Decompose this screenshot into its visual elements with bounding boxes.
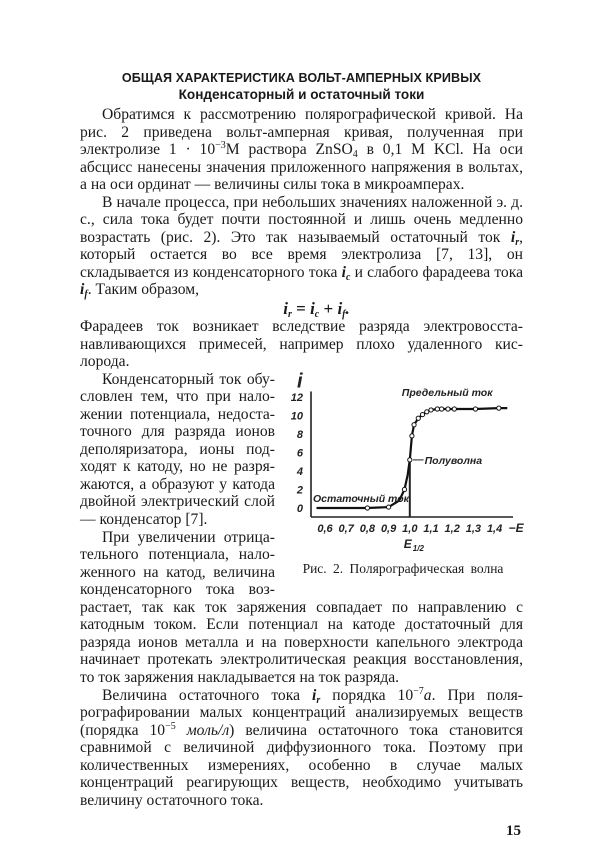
annotation-half-wave: Полуволна [424, 454, 483, 467]
data-point [387, 505, 391, 509]
text: и слабого фарадеева тока [350, 263, 523, 281]
paragraph-5-start: При увеличении отрицательного потенциала, наложенного на катод, величина конденсаторного тока воз [80, 528, 275, 599]
data-point [412, 422, 416, 426]
paragraph-6 [80, 687, 523, 810]
var-sub: f [84, 289, 88, 301]
y-tick-label: 4 [296, 465, 303, 478]
x-tick-label: 1,1 [423, 522, 439, 535]
var: i [283, 299, 288, 319]
var: i [341, 263, 346, 281]
var: i [310, 299, 315, 319]
text: Обратимся к рассмотрению полярографической кривой. На рис. 2 приведена вольт-амперная кривая, полученная при электролизе 1 · 10 [80, 106, 523, 159]
x-tick-label: 1,0 [402, 522, 418, 535]
var-sub: c [345, 271, 351, 283]
var: i [80, 281, 85, 299]
y-tick-label: 8 [296, 428, 303, 441]
data-point [365, 506, 369, 510]
x-tick-label: 0,6 [317, 522, 333, 535]
data-point [440, 407, 444, 411]
figure-caption: Рис. 2. Полярографическая волна [302, 560, 504, 576]
section-heading: ОБЩАЯ ХАРАКТЕРИСТИКА ВОЛЬТ-АМПЕРНЫХ КРИВЫХ [121, 71, 482, 85]
var-sub: r [316, 694, 321, 706]
text: ) величина остаточного тока становится сравнимой с величиной диффузионного тока. Поэтому при количественных измерениях, особенно в случае малых концентраций реагирующих веществ, необходимо учитывать величину остаточного тока. [80, 721, 523, 809]
y-tick-label: 6 [296, 447, 303, 460]
superscript: −5 [165, 720, 176, 732]
y-tick-label: 10 [290, 410, 303, 423]
x-tick-label: 0,7 [338, 522, 354, 535]
data-point [408, 457, 412, 461]
period: . [345, 299, 350, 319]
data-point [452, 407, 456, 411]
plus: + [319, 299, 338, 319]
text: порядка 10 [320, 686, 414, 704]
data-point [429, 408, 433, 412]
var: i [337, 299, 343, 319]
text: Величина остаточного тока [102, 686, 312, 704]
y-tick-label: 2 [296, 484, 303, 497]
section-subheading: Конденсаторный и остаточный токи [178, 87, 425, 102]
text: . Таким образом, [87, 281, 200, 299]
data-point [420, 412, 424, 416]
data-point [425, 409, 429, 413]
text: , который остается во все время электролиза [7, 13], он складывается из конденсаторного тока [80, 228, 523, 281]
var: i [510, 228, 516, 246]
chart [283, 370, 524, 559]
equals: = [291, 299, 311, 319]
var: i [312, 686, 317, 704]
unit: моль/л [175, 721, 230, 739]
paragraph-5-continued: растает, так как ток заряжения совпадает по направлению с катодным током. Если потенциал на катоде достаточный для разряда ионов металла и на поверхности капельного электрода начинает протекать электролитическая реакция восстановления, то ток заряжения накладывается на ток разряда. [80, 598, 523, 686]
data-point [410, 433, 414, 437]
y-tick-label: 0 [296, 502, 303, 515]
page-number: 15 [506, 823, 521, 840]
data-point [402, 487, 406, 491]
subscript: 4 [352, 149, 358, 161]
data-point [416, 416, 420, 420]
var-sub: f [342, 309, 346, 321]
paragraph-1 [80, 106, 523, 194]
var-sub: r [515, 236, 520, 248]
data-point [497, 406, 501, 410]
data-point [435, 407, 439, 411]
formula [80, 299, 523, 321]
y-axis-label: i [297, 370, 303, 393]
data-point [446, 407, 450, 411]
half-wave-label: E [403, 536, 412, 551]
x-axis-label: −E [508, 520, 524, 535]
half-wave-subscript: 1/2 [412, 543, 424, 553]
text-column [80, 106, 523, 840]
superscript: −7 [413, 685, 424, 697]
paragraph-4: Конденсаторный ток обусловлен тем, что при наложении потенциала, недостаточного для разряда ионов деполяризатора, ионы подходят к катоду, но не разряжаются, а образуют у катода двойной электрический слой — конденсатор [7]. [80, 370, 275, 529]
text: в 0,1 M KCl. На оси абсцисс нанесены значения приложенного напряжения в вольтах, а на оси ординат — величины силы тока в микроамперах. [80, 141, 523, 194]
paragraph-3: Фарадеев ток возникает вследствие разряда электровосстанавливающихся примесей, например плохо удаленного кислорода. [80, 318, 523, 371]
text: M раствора ZnSO [225, 141, 353, 159]
figure-polarographic-wave [283, 370, 524, 577]
data-point [473, 407, 477, 411]
x-tick-label: 1,3 [465, 522, 482, 535]
text: . При полярографировании малых концентраций анализируемых веществ (порядка 10 [80, 686, 523, 739]
var-sub: c [314, 309, 320, 321]
y-tick-label: 12 [290, 391, 303, 404]
var-sub: r [287, 309, 292, 321]
annotation-limit-current: Предельный ток [401, 386, 493, 399]
paragraph-2 [80, 194, 523, 299]
annotation-residual-current: Остаточный ток [313, 492, 409, 505]
x-tick-label: 0,8 [359, 522, 376, 535]
unit: a [423, 686, 432, 704]
x-tick-label: 1,4 [486, 522, 503, 535]
x-tick-label: 0,9 [380, 522, 397, 535]
superscript: −3 [215, 140, 226, 152]
x-tick-label: 1,2 [444, 522, 460, 535]
text: В начале процесса, при небольших значениях наложенной э. д. с., сила тока будет почти постоянной и лишь очень медленно возрастать (рис. 2). Это так называемый остаточный ток [80, 193, 523, 246]
